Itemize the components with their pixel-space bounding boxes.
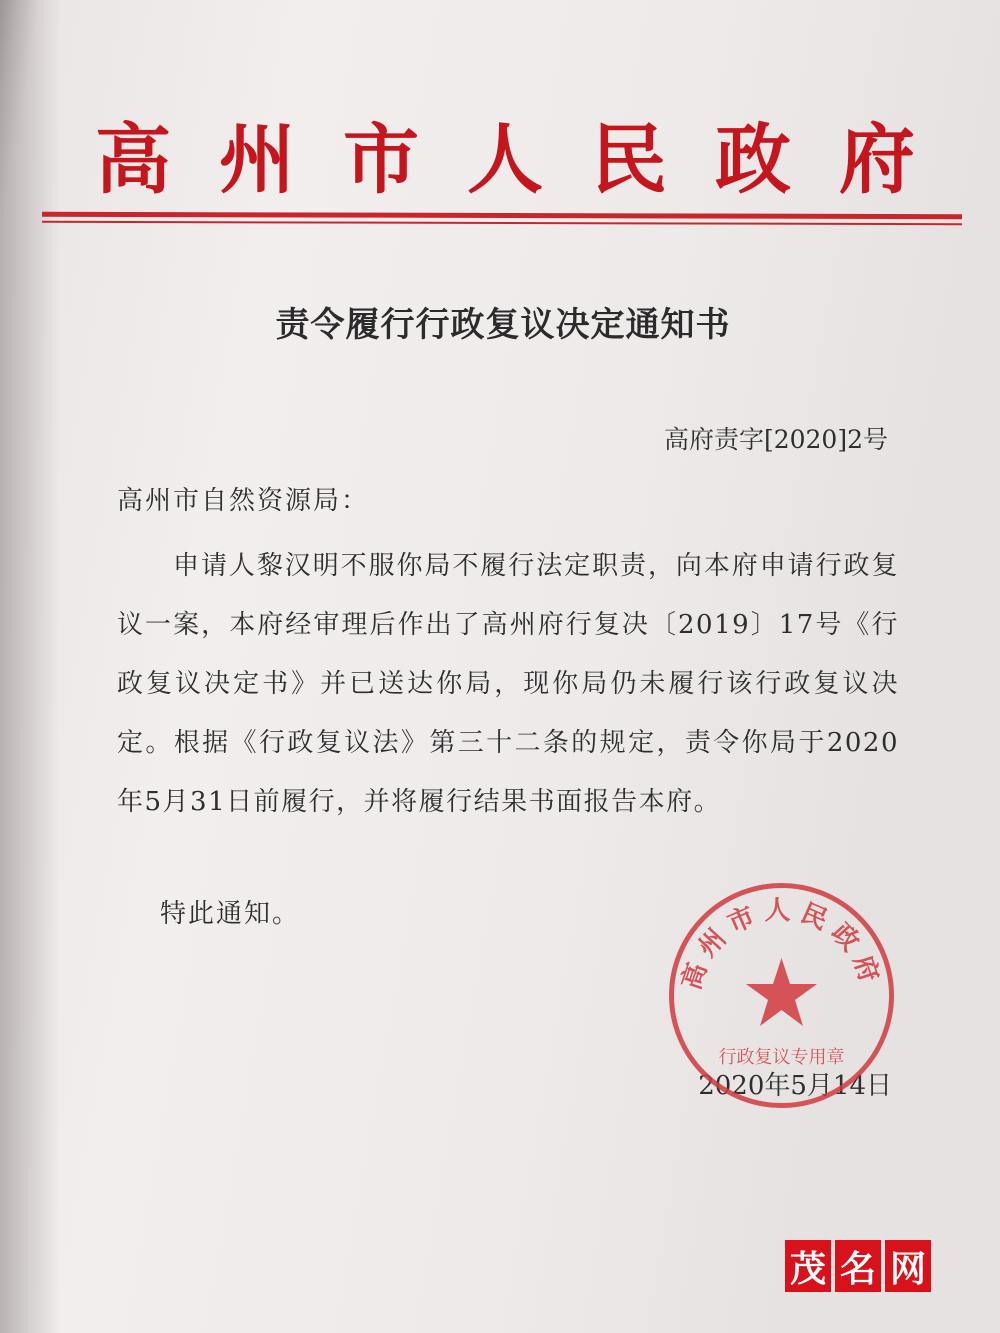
seal-star-icon: [746, 958, 817, 1026]
page-fold-shadow: [0, 0, 60, 1333]
watermark-char: 网: [885, 1240, 931, 1292]
letterhead-char: 民: [591, 115, 667, 204]
official-seal-stamp: [664, 878, 899, 1113]
closing-line: 特此通知。: [160, 899, 301, 929]
addressee: 高州市自然资源局：: [117, 486, 370, 516]
letterhead-title: [95, 115, 915, 205]
watermark-char: 茂: [785, 1240, 831, 1292]
letterhead-char: 府: [839, 115, 915, 204]
letterhead-char: 政: [715, 115, 791, 204]
body-paragraph: 申请人黎汉明不服你局不履行法定职责，向本府申请行政复议一案，本府经审理后作出了高州府行复决〔2019〕17号《行政复议决定书》并已送达你局，现你局仍未履行该行政复议决定。根据《行政复议法》第三十二条的规定，责令你局于2020年5月31日前履行，并将履行结果书面报告本府。: [117, 551, 899, 817]
letterhead-char: 州: [219, 115, 295, 204]
document-number: 高府责字[2020]2号: [663, 425, 888, 454]
seal-outer-text: 高州市人民政府: [676, 896, 887, 994]
letterhead-char: 高: [95, 115, 171, 204]
document-title: 责令履行行政复议决定通知书: [275, 305, 731, 345]
seal-inner-text: 行政复议专用章: [718, 1047, 845, 1068]
letterhead-char: 人: [467, 115, 543, 204]
watermark-char: 名: [835, 1240, 881, 1292]
letterhead-char: 市: [343, 115, 419, 204]
issue-date: 2020年5月14日: [698, 1071, 892, 1101]
site-watermark-logo: [785, 1240, 935, 1296]
